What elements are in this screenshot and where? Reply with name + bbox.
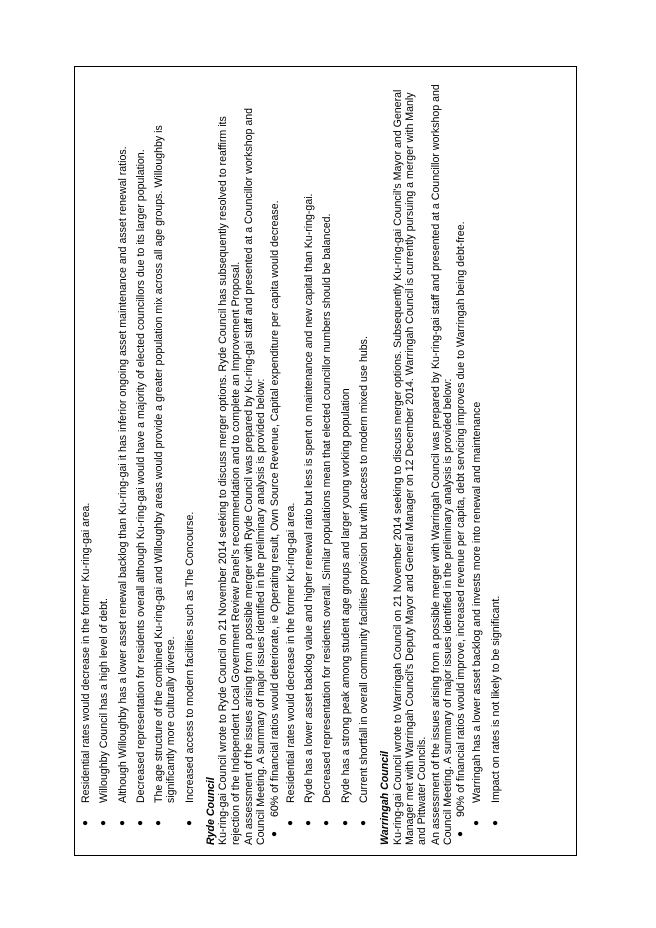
bullet-icon: ● bbox=[321, 819, 333, 826]
list-item: ● Decreased representation for residents overall. Similar populations mean that elected councillor numbers should be balanced. bbox=[321, 213, 334, 826]
list-item: ● Impact on rates is not likely to be significant. bbox=[489, 595, 502, 826]
ryde-assessment: An assessment of the issues arising from a possible merger with Ryde Council was prepared by Ku-ring-gai staff and presented at a Councillor workshop and Council Meeting. A summary of major issues identified in the preliminary analysis is provided below: bbox=[242, 107, 268, 845]
bullet-icon: ● bbox=[455, 830, 467, 837]
list-item: ● Increased access to modern facilities such as The Concourse. bbox=[183, 511, 196, 826]
bullet-icon: ● bbox=[153, 819, 165, 826]
list-item: ● Warringah has a lower asset backlog and invests more into renewal and maintenance bbox=[471, 401, 484, 826]
bullet-icon: ● bbox=[98, 819, 110, 826]
warringah-assessment: An assessment of the issues arising from a possible merger with Warringah Council was prepared by Ku-ring-gai staff and presented at a Councillor workshop and Council Meeting. A summary of major issues identified in the preliminary analysis is provided below: bbox=[429, 84, 454, 845]
list-item: ● Residential rates would decrease in the former Ku-ring-gai area. bbox=[284, 502, 297, 826]
list-item: ● Ryde has a strong peak among student age groups and larger young working population bbox=[339, 388, 352, 826]
ryde-section bbox=[205, 79, 370, 845]
bullet-icon: ● bbox=[134, 819, 146, 826]
bullet-icon: ● bbox=[80, 819, 91, 826]
bullet-icon: ● bbox=[471, 819, 483, 826]
bullet-icon: ● bbox=[116, 819, 128, 826]
document-frame bbox=[74, 66, 577, 856]
list-item: ● The age structure of the combined Ku-ring-gai and Willoughby areas would provide a greater population mix across all age groups. Willoughby is significantly more culturally diverse. bbox=[153, 125, 178, 826]
list-item: ● Ryde has a lower asset backlog value and higher renewal ratio but less is spent on maintenance and new capital than Ku-ring-gai. bbox=[303, 193, 316, 826]
warringah-section bbox=[379, 79, 502, 845]
ryde-intro: Ku-ring-gai Council wrote to Ryde Council on 21 November 2014 seeking to discuss merger options. Ryde Council has subsequently resolved to reaffirm its rejection of the Independent Local Government Review Panel's recommendation and to complete an Improvement Proposal. bbox=[217, 116, 242, 845]
bullet-icon: ● bbox=[358, 819, 370, 826]
warringah-heading: Warringah Council bbox=[379, 751, 392, 845]
ryde-issues-list bbox=[269, 79, 371, 845]
willoughby-issues-list bbox=[80, 79, 196, 845]
list-item: ● 60% of financial ratios would deteriorate, ie Operating result, Own Source Revenue, Capital expenditure per capita would decrease. bbox=[268, 200, 281, 837]
bullet-icon: ● bbox=[183, 819, 195, 826]
bullet-icon: ● bbox=[489, 819, 501, 826]
list-item: ● Although Willoughby has a lower asset renewal backlog than Ku-ring-gai it has inferior ongoing asset maintenance and asset renewal ratios. bbox=[116, 146, 129, 826]
list-item: ● Current shortfall in overall community facilities provision but with access to modern mixed use hubs. bbox=[358, 336, 371, 826]
bullet-icon: ● bbox=[284, 819, 296, 826]
list-item: ● Decreased representation for residents overall although Ku-ring-gai would have a majority of elected councillors due to its larger population. bbox=[134, 149, 147, 826]
warringah-intro: Ku-ring-gai Council wrote to Warringah Council on 21 November 2014 seeking to discuss merger options. Subsequently Ku-ring-gai Council's Mayor and General Manager met with Warringah Council's Deputy Mayor and General Manager on 12 December 2014. Warringah Council is currently pursuing a merger with Manly and Pittwater Councils. bbox=[391, 89, 429, 845]
list-item: ● 90% of financial ratios would improve, increased revenue per capita, debt servicing improves due to Warringah being debt-free. bbox=[455, 221, 468, 837]
bullet-icon: ● bbox=[303, 819, 315, 826]
rotated-page-content bbox=[77, 69, 577, 855]
list-item: ● Residential rates would decrease in the former Ku-ring-gai area. bbox=[80, 502, 92, 826]
bullet-icon: ● bbox=[268, 830, 280, 837]
ryde-heading: Ryde Council bbox=[205, 777, 218, 845]
list-item: ● Willoughby Council has a high level of debt. bbox=[98, 598, 111, 826]
bullet-icon: ● bbox=[339, 819, 351, 826]
warringah-issues-list bbox=[455, 79, 502, 845]
